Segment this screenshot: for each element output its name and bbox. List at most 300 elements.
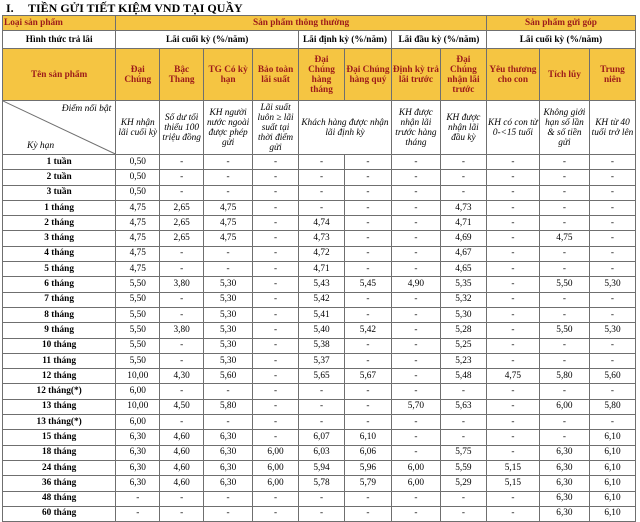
rate-cell: 6,30	[116, 430, 160, 445]
rate-cell: -	[116, 491, 160, 506]
rate-cell: -	[299, 200, 345, 215]
rate-cell: -	[344, 155, 391, 170]
rate-cell: -	[391, 506, 440, 521]
rate-cell: -	[253, 200, 299, 215]
rate-cell: -	[539, 155, 589, 170]
rate-cell: -	[539, 170, 589, 185]
rate-cell: 5,42	[344, 323, 391, 338]
interest-form-label: Hình thức trả lãi	[3, 31, 116, 49]
rate-cell: -	[391, 307, 440, 322]
rate-cell: -	[253, 506, 299, 521]
rate-cell: 6,00	[116, 415, 160, 430]
rate-cell: -	[539, 430, 589, 445]
rate-cell: -	[160, 185, 204, 200]
rate-cell: -	[299, 399, 345, 414]
rate-row	[3, 445, 636, 460]
rate-cell: -	[253, 170, 299, 185]
rate-cell: -	[160, 246, 204, 261]
term-cell: 3 tháng	[3, 231, 116, 246]
term-label: Kỳ hạn	[27, 141, 55, 151]
rate-cell: -	[486, 292, 539, 307]
rate-cell: 5,50	[116, 353, 160, 368]
rate-cell: 5,35	[440, 277, 486, 292]
savings-rate-table	[2, 15, 636, 522]
rate-cell: -	[539, 262, 589, 277]
rate-cell: 5,30	[204, 353, 253, 368]
section-title: TIỀN GỬI TIẾT KIỆM VND TẠI QUẦY	[28, 1, 243, 15]
rate-cell: 6,10	[344, 430, 391, 445]
rate-cell: -	[539, 185, 589, 200]
rate-row	[3, 231, 636, 246]
rate-cell: 4,60	[160, 430, 204, 445]
product-name-1: Bậc Thang	[160, 49, 204, 101]
rate-cell: 6,10	[589, 460, 635, 475]
rate-cell: 4,73	[299, 231, 345, 246]
rate-cell: 4,75	[116, 246, 160, 261]
rate-row	[3, 155, 636, 170]
rate-cell: -	[539, 216, 589, 231]
rate-cell: -	[589, 415, 635, 430]
rate-cell: -	[160, 155, 204, 170]
rate-cell: -	[344, 200, 391, 215]
rate-cell: -	[539, 246, 589, 261]
rate-cell: 3,80	[160, 277, 204, 292]
rate-cell: 5,30	[440, 307, 486, 322]
rate-cell: -	[204, 384, 253, 399]
rate-cell: -	[253, 231, 299, 246]
rate-cell: 0,50	[116, 155, 160, 170]
product-name-label: Tên sản phẩm	[3, 49, 116, 101]
highlight-note-7: KH có con từ 0-<15 tuổi	[486, 101, 539, 155]
rate-cell: 4,75	[116, 262, 160, 277]
rate-cell: 5,30	[204, 277, 253, 292]
rate-cell: 5,63	[440, 399, 486, 414]
highlight-label: Điểm nổi bật	[61, 104, 112, 114]
rate-cell: -	[486, 506, 539, 521]
rate-cell: -	[160, 353, 204, 368]
rate-cell: -	[160, 170, 204, 185]
highlight-note-9: KH từ 40 tuổi trở lên	[589, 101, 635, 155]
rate-cell: -	[299, 415, 345, 430]
rate-cell: 6,30	[539, 506, 589, 521]
rate-cell: 5,50	[116, 323, 160, 338]
rate-cell: -	[160, 292, 204, 307]
rate-cell: 5,78	[299, 476, 345, 491]
rate-cell: -	[253, 415, 299, 430]
rate-cell: -	[204, 262, 253, 277]
rate-cell: 5,30	[204, 307, 253, 322]
highlight-note-5: KH được nhận lãi trước hàng tháng	[391, 101, 440, 155]
rate-cell: 6,10	[589, 491, 635, 506]
rate-cell: -	[299, 185, 345, 200]
highlight-note-1: Số dư tối thiểu 100 triệu đồng	[160, 101, 204, 155]
rate-cell: 5,80	[589, 399, 635, 414]
rate-row	[3, 353, 636, 368]
rate-cell: -	[589, 200, 635, 215]
rate-cell: 5,30	[204, 338, 253, 353]
rate-row	[3, 338, 636, 353]
rate-cell: -	[486, 155, 539, 170]
rate-cell: -	[486, 415, 539, 430]
rate-cell: -	[539, 292, 589, 307]
rate-cell: -	[253, 430, 299, 445]
rate-cell: -	[486, 262, 539, 277]
rate-cell: 5,60	[589, 369, 635, 384]
rate-cell: -	[391, 292, 440, 307]
rate-row	[3, 277, 636, 292]
rate-cell: -	[391, 323, 440, 338]
rate-cell: 5,30	[589, 323, 635, 338]
highlight-note-8: Không giới hạn số lần & số tiền gửi	[539, 101, 589, 155]
rate-row	[3, 415, 636, 430]
term-cell: 1 tuần	[3, 155, 116, 170]
rate-cell: 5,30	[204, 323, 253, 338]
rate-cell: 0,50	[116, 185, 160, 200]
product-name-4: Đại Chúng hàng tháng	[299, 49, 345, 101]
rate-cell: 6,00	[253, 476, 299, 491]
rate-row	[3, 216, 636, 231]
rate-cell: -	[486, 277, 539, 292]
rate-cell: 5,80	[539, 369, 589, 384]
term-cell: 7 tháng	[3, 292, 116, 307]
rate-cell: 10,00	[116, 369, 160, 384]
rate-cell: -	[391, 185, 440, 200]
rate-row	[3, 307, 636, 322]
rate-cell: 5,50	[116, 338, 160, 353]
rate-cell: -	[589, 262, 635, 277]
rate-cell: -	[253, 216, 299, 231]
rate-cell: 5,48	[440, 369, 486, 384]
term-cell: 48 tháng	[3, 491, 116, 506]
regular-products-header: Sản phẩm thông thường	[116, 16, 487, 31]
rate-cell: -	[539, 415, 589, 430]
rate-cell: -	[299, 491, 345, 506]
rate-cell: 5,59	[440, 460, 486, 475]
rate-cell: 2,65	[160, 216, 204, 231]
rate-cell: -	[253, 277, 299, 292]
rate-cell: -	[344, 384, 391, 399]
rate-cell: 6,30	[116, 445, 160, 460]
rate-cell: 5,15	[486, 460, 539, 475]
rate-cell: 6,10	[589, 445, 635, 460]
highlight-note-2: KH người nước ngoài được phép gửi	[204, 101, 253, 155]
rate-cell: 6,30	[204, 476, 253, 491]
rate-cell: 5,32	[440, 292, 486, 307]
term-cell: 6 tháng	[3, 277, 116, 292]
rate-cell: -	[344, 170, 391, 185]
rate-cell: 5,42	[299, 292, 345, 307]
rate-cell: 0,50	[116, 170, 160, 185]
rate-cell: -	[391, 200, 440, 215]
term-cell: 10 tháng	[3, 338, 116, 353]
rate-cell: -	[344, 216, 391, 231]
rate-row	[3, 292, 636, 307]
rate-cell: 5,37	[299, 353, 345, 368]
term-cell: 2 tháng	[3, 216, 116, 231]
rate-cell: 4,75	[116, 216, 160, 231]
rate-cell: -	[391, 262, 440, 277]
rate-cell: 5,96	[344, 460, 391, 475]
rate-cell: -	[486, 323, 539, 338]
rate-row	[3, 369, 636, 384]
rate-cell: -	[160, 338, 204, 353]
rate-cell: 5,30	[589, 277, 635, 292]
rate-cell: 6,10	[589, 506, 635, 521]
rate-cell: 5,60	[204, 369, 253, 384]
rate-cell: -	[253, 185, 299, 200]
rate-cell: -	[486, 246, 539, 261]
term-cell: 4 tháng	[3, 246, 116, 261]
rate-cell: 6,30	[539, 491, 589, 506]
rate-cell: -	[344, 185, 391, 200]
rate-cell: 6,30	[116, 460, 160, 475]
rate-cell: -	[344, 506, 391, 521]
product-name-0: Đại Chúng	[116, 49, 160, 101]
rate-cell: -	[253, 262, 299, 277]
rate-cell: 4,69	[440, 231, 486, 246]
rate-cell: 6,03	[299, 445, 345, 460]
term-cell: 15 tháng	[3, 430, 116, 445]
rate-row	[3, 323, 636, 338]
rate-cell: 5,30	[204, 292, 253, 307]
rate-cell: -	[440, 185, 486, 200]
rate-cell: -	[391, 491, 440, 506]
rate-cell: -	[253, 491, 299, 506]
rate-cell: -	[253, 369, 299, 384]
rate-cell: -	[299, 384, 345, 399]
term-cell: 12 tháng(*)	[3, 384, 116, 399]
rate-cell: -	[486, 491, 539, 506]
diagonal-header-cell	[3, 101, 116, 155]
rate-cell: -	[160, 491, 204, 506]
rate-cell: -	[116, 506, 160, 521]
rate-cell: 6,30	[204, 430, 253, 445]
product-name-3: Bảo toàn lãi suất	[253, 49, 299, 101]
rate-row	[3, 460, 636, 475]
rate-cell: 5,75	[440, 445, 486, 460]
rate-cell: 6,06	[344, 445, 391, 460]
rate-cell: -	[589, 216, 635, 231]
rate-cell: 4,60	[160, 445, 204, 460]
highlight-note-4: Khách hàng được nhận lãi định kỳ	[299, 101, 392, 155]
rate-cell: -	[589, 231, 635, 246]
rate-cell: 4,71	[299, 262, 345, 277]
rate-cell: -	[391, 353, 440, 368]
term-cell: 9 tháng	[3, 323, 116, 338]
rate-cell: -	[440, 430, 486, 445]
rate-cell: 6,00	[539, 399, 589, 414]
rate-cell: -	[539, 307, 589, 322]
rate-cell: 6,30	[539, 445, 589, 460]
rate-cell: -	[486, 185, 539, 200]
rate-cell: -	[391, 246, 440, 261]
term-cell: 8 tháng	[3, 307, 116, 322]
rate-cell: 2,65	[160, 231, 204, 246]
rate-cell: 6,00	[391, 476, 440, 491]
rate-cell: 5,50	[116, 307, 160, 322]
rate-cell: 5,43	[299, 277, 345, 292]
rate-cell: -	[539, 353, 589, 368]
rate-cell: -	[440, 170, 486, 185]
rate-cell: -	[391, 338, 440, 353]
term-cell: 12 tháng	[3, 369, 116, 384]
rate-cell: 4,60	[160, 460, 204, 475]
rate-cell: -	[160, 415, 204, 430]
rate-cell: -	[344, 262, 391, 277]
product-name-2: TG Có kỳ hạn	[204, 49, 253, 101]
rate-cell: -	[253, 384, 299, 399]
rate-cell: 6,30	[204, 445, 253, 460]
rate-cell: -	[253, 155, 299, 170]
rate-cell: 5,40	[299, 323, 345, 338]
rate-cell: -	[539, 200, 589, 215]
product-name-7: Đại Chúng nhận lãi trước	[440, 49, 486, 101]
rate-cell: -	[486, 338, 539, 353]
rate-cell: 3,80	[160, 323, 204, 338]
rate-cell: -	[440, 155, 486, 170]
rate-cell: -	[486, 353, 539, 368]
rate-cell: -	[160, 307, 204, 322]
rate-cell: -	[204, 491, 253, 506]
rate-cell: -	[204, 506, 253, 521]
rate-cell: -	[160, 262, 204, 277]
highlight-note-0: KH nhận lãi cuối kỳ	[116, 101, 160, 155]
interest-upfront-header: Lãi đầu kỳ (%/năm)	[391, 31, 486, 49]
rate-row	[3, 246, 636, 261]
rate-cell: -	[589, 384, 635, 399]
rate-cell: -	[344, 246, 391, 261]
rate-cell: 5,65	[299, 369, 345, 384]
rate-row	[3, 185, 636, 200]
installment-products-header: Sản phẩm gửi góp	[486, 16, 635, 31]
rate-cell: -	[589, 292, 635, 307]
rate-cell: 5,38	[299, 338, 345, 353]
rate-cell: 4,72	[299, 246, 345, 261]
term-cell: 36 tháng	[3, 476, 116, 491]
rate-row	[3, 430, 636, 445]
rate-cell: -	[299, 155, 345, 170]
term-cell: 13 tháng(*)	[3, 415, 116, 430]
rate-cell: -	[440, 384, 486, 399]
rate-cell: -	[391, 415, 440, 430]
rate-cell: 5,50	[116, 277, 160, 292]
rate-cell: 5,45	[344, 277, 391, 292]
rate-cell: 5,50	[539, 323, 589, 338]
product-name-6: Định kỳ trả lãi trước	[391, 49, 440, 101]
term-cell: 5 tháng	[3, 262, 116, 277]
rate-cell: -	[391, 216, 440, 231]
rate-cell: 5,23	[440, 353, 486, 368]
rate-cell: -	[391, 430, 440, 445]
rate-cell: -	[299, 506, 345, 521]
rate-cell: -	[391, 445, 440, 460]
rate-cell: 6,30	[539, 460, 589, 475]
rate-row	[3, 476, 636, 491]
rate-cell: 4,75	[116, 200, 160, 215]
rate-cell: -	[539, 384, 589, 399]
term-cell: 2 tuần	[3, 170, 116, 185]
rate-row	[3, 384, 636, 399]
rate-cell: 10,00	[116, 399, 160, 414]
rate-cell: 4,60	[160, 476, 204, 491]
rate-cell: 4,75	[486, 369, 539, 384]
section-number: I.	[6, 1, 14, 15]
rate-cell: 4,71	[440, 216, 486, 231]
rate-cell: 5,94	[299, 460, 345, 475]
rate-row	[3, 491, 636, 506]
term-cell: 13 tháng	[3, 399, 116, 414]
term-cell: 3 tuần	[3, 185, 116, 200]
rate-cell: 5,25	[440, 338, 486, 353]
rate-cell: -	[344, 231, 391, 246]
rate-cell: -	[589, 353, 635, 368]
rate-cell: -	[253, 338, 299, 353]
rate-cell: 5,50	[116, 292, 160, 307]
rate-cell: -	[344, 491, 391, 506]
rate-cell: -	[486, 231, 539, 246]
term-cell: 24 tháng	[3, 460, 116, 475]
product-name-9: Tích lũy	[539, 49, 589, 101]
rate-row	[3, 170, 636, 185]
rate-cell: -	[204, 155, 253, 170]
rate-cell: -	[344, 338, 391, 353]
rate-cell: -	[589, 307, 635, 322]
rate-cell: 4,50	[160, 399, 204, 414]
rate-cell: 6,07	[299, 430, 345, 445]
rate-cell: -	[589, 170, 635, 185]
term-cell: 11 tháng	[3, 353, 116, 368]
rate-cell: -	[204, 415, 253, 430]
rate-cell: -	[440, 491, 486, 506]
rate-cell: 6,00	[253, 460, 299, 475]
product-type-label: Loại sản phẩm	[3, 16, 116, 31]
interest-end-term-header: Lãi cuối kỳ (%/năm)	[116, 31, 299, 49]
rate-cell: -	[253, 399, 299, 414]
term-cell: 1 tháng	[3, 200, 116, 215]
rate-cell: -	[486, 216, 539, 231]
rate-cell: -	[344, 399, 391, 414]
rate-cell: -	[344, 353, 391, 368]
rate-row	[3, 200, 636, 215]
interest-periodic-header: Lãi định kỳ (%/năm)	[299, 31, 392, 49]
rate-cell: -	[204, 246, 253, 261]
rate-cell: 5,15	[486, 476, 539, 491]
rate-cell: 4,74	[299, 216, 345, 231]
rate-cell: 6,00	[391, 460, 440, 475]
rate-cell: 2,65	[160, 200, 204, 215]
rate-cell: -	[204, 170, 253, 185]
rate-row	[3, 262, 636, 277]
rate-cell: 4,30	[160, 369, 204, 384]
rate-cell: -	[391, 155, 440, 170]
rate-cell: -	[344, 415, 391, 430]
installment-interest-end-term-header: Lãi cuối kỳ (%/năm)	[486, 31, 635, 49]
rate-cell: -	[589, 155, 635, 170]
rate-cell: 4,75	[204, 231, 253, 246]
header-row-product-type	[3, 16, 636, 31]
highlight-note-6: KH được nhận lãi đầu kỳ	[440, 101, 486, 155]
term-cell: 18 tháng	[3, 445, 116, 460]
rate-cell: -	[486, 307, 539, 322]
rate-cell: 6,10	[589, 430, 635, 445]
rate-cell: 6,10	[589, 476, 635, 491]
rate-cell: 4,67	[440, 246, 486, 261]
rate-cell: 5,79	[344, 476, 391, 491]
rate-cell: -	[391, 231, 440, 246]
rate-cell: -	[440, 506, 486, 521]
rate-cell: -	[391, 369, 440, 384]
rate-cell: 5,50	[539, 277, 589, 292]
